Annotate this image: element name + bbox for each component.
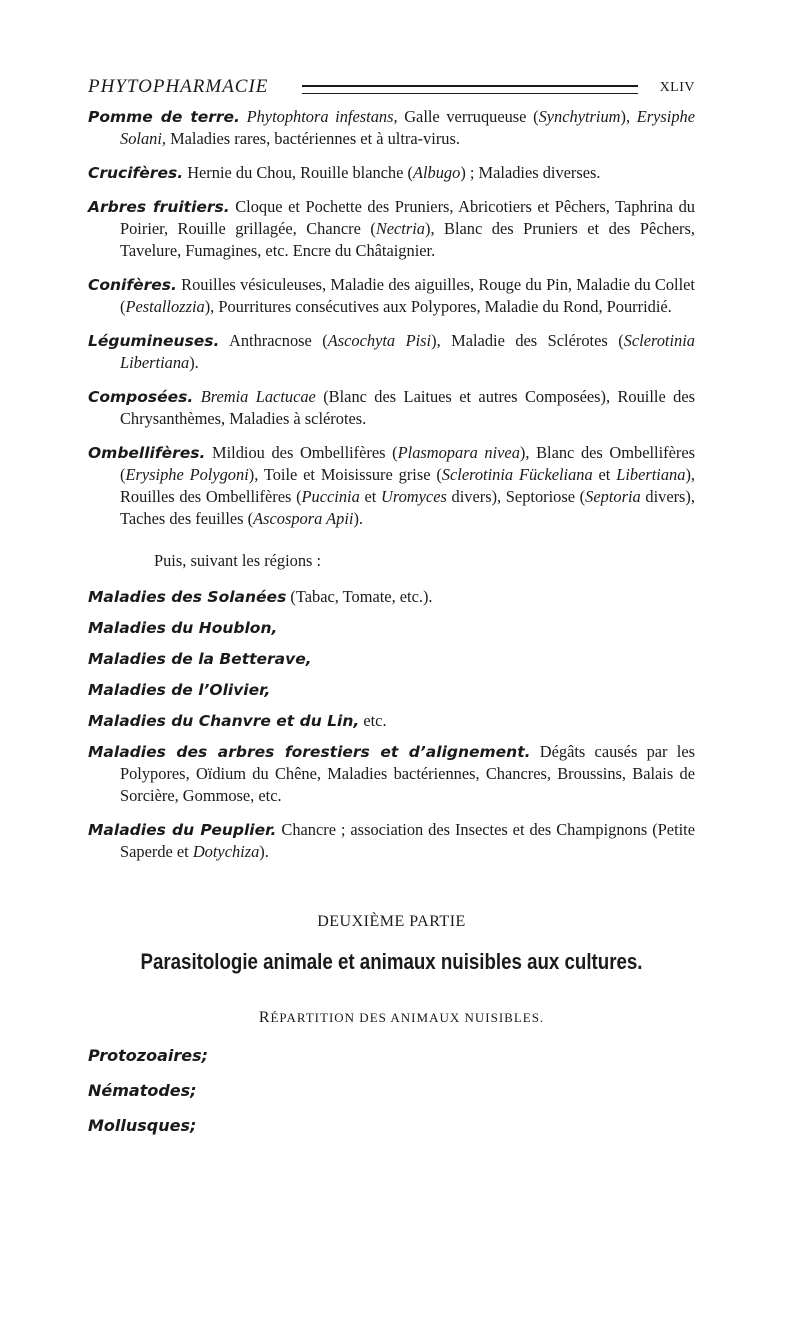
entry-text: ), Rouilles des Ombellifères (	[120, 465, 695, 506]
region-entry-heading: Maladies des Solanées	[88, 588, 287, 606]
entry-text: Chancre ; association des Insectes et des Champignons (Petite Saperde et	[120, 820, 696, 861]
running-head	[88, 70, 695, 106]
entry-text: ), Toile et Moisissure grise (	[248, 465, 442, 484]
entry-text: (Tabac, Tomate, etc.).	[286, 587, 433, 606]
entry-text: ) ; Maladies diverses.	[460, 163, 601, 182]
region-entry-heading: Maladies de l’Olivier,	[88, 681, 271, 699]
repartition-heading	[88, 1009, 695, 1027]
entry-text: ).	[353, 509, 363, 528]
disease-entry	[88, 196, 695, 262]
entry-text: et	[592, 465, 617, 484]
entry-text: Rouilles vésiculeuses, Maladie des aiguilles, Rouge du Pin, Maladie du Collet (	[120, 275, 695, 316]
disease-entry-heading: Arbres fruitiers.	[88, 198, 230, 216]
entry-text: etc.	[359, 711, 387, 730]
disease-entry	[88, 330, 695, 374]
page-number: XLIV	[659, 80, 695, 95]
taxon-name: Uromyces	[381, 487, 447, 506]
taxon-name: Dotychiza	[192, 842, 260, 861]
disease-entry-heading: Crucifères.	[88, 164, 184, 182]
region-entry-heading: Maladies de la Betterave,	[88, 650, 312, 668]
taxon-name: Ascochyta Pisi	[327, 331, 432, 350]
running-head-title: PHYTOPHARMACIE	[88, 76, 269, 97]
taxon-name: Synchytrium	[538, 107, 621, 126]
taxon-name: Libertiana	[616, 465, 686, 484]
entry-text: ), Pourritures consécutives aux Polypores, Maladie du Rond, Pourridié.	[204, 297, 672, 316]
entry-text: Hernie du Chou, Rouille blanche (	[183, 163, 413, 182]
animal-group-list	[88, 1045, 695, 1137]
region-entry	[88, 819, 695, 863]
entry-text: ), Blanc des Ombellifères (	[120, 443, 695, 484]
entry-text: ).	[189, 353, 199, 372]
taxon-name: Erysiphe Solani	[120, 107, 695, 148]
entry-text: et	[359, 487, 381, 506]
entry-text	[193, 387, 200, 406]
entry-text: Anthracnose (	[219, 331, 328, 350]
region-entry	[88, 741, 695, 807]
entry-text: ), Maladie des Sclérotes (	[431, 331, 624, 350]
region-entry-heading: Maladies du Chanvre et du Lin,	[88, 712, 360, 730]
disease-entry	[88, 106, 695, 150]
repartition-heading-initial: R	[258, 1009, 271, 1026]
taxon-name: Puccinia	[301, 487, 360, 506]
disease-entry-heading: Légumineuses.	[88, 332, 220, 350]
taxon-name: Ascospora Apii	[253, 509, 354, 528]
region-entry	[88, 586, 695, 608]
repartition-heading-rest: ÉPARTITION DES ANIMAUX NUISIBLES.	[270, 1010, 545, 1025]
animal-group-item: Nématodes;	[88, 1081, 197, 1100]
region-entry	[88, 617, 695, 639]
entry-text: Dégâts causés par les Polypores, Oïdium du Chêne, Maladies bactériennes, Chancres, Broussins, Balais de Sorcière, Gommose, etc.	[120, 742, 695, 805]
part-label: DEUXIÈME PARTIE	[317, 913, 466, 930]
taxon-name: Erysiphe Polygoni	[125, 465, 249, 484]
taxon-name: Albugo	[412, 163, 461, 182]
disease-entry-heading: Conifères.	[88, 276, 177, 294]
entry-text: ).	[259, 842, 269, 861]
part-title: Parasitologie animale et animaux nuisibles aux cultures.	[140, 949, 643, 974]
disease-entry	[88, 386, 695, 430]
page	[88, 70, 695, 1150]
taxon-name: Bremia Lactucae	[200, 387, 316, 406]
region-entry-heading: Maladies du Houblon,	[88, 619, 278, 637]
taxon-name: Nectria	[375, 219, 425, 238]
entry-text: Mildiou des Ombellifères (	[205, 443, 398, 462]
region-entry	[88, 679, 695, 701]
taxon-name: Phytophtora infestans	[246, 107, 394, 126]
disease-entry	[88, 162, 695, 184]
entry-text: , Maladies rares, bactériennes et à ultra-virus.	[161, 129, 460, 148]
region-entry-heading: Maladies du Peuplier.	[88, 821, 277, 839]
entry-text	[240, 107, 247, 126]
disease-entry-heading: Pomme de terre.	[88, 108, 240, 126]
taxon-name: Plasmopara nivea	[397, 443, 520, 462]
disease-entry	[88, 274, 695, 318]
running-head-rule	[302, 85, 638, 94]
region-entry-heading: Maladies des arbres forestiers et d’alignement.	[88, 743, 531, 761]
disease-entry	[88, 442, 695, 530]
entry-text: ), Blanc des Pruniers et des Pêchers, Tavelure, Fumagines, etc. Encre du Châtaignier.	[120, 219, 695, 260]
entry-text: Cloque et Pochette des Pruniers, Abricotiers et Pêchers, Taphrina du Poirier, Rouille grillagée, Chancre (	[120, 197, 695, 238]
taxon-name: Septoria	[585, 487, 641, 506]
entry-text: ),	[620, 107, 637, 126]
regions-intro: Puis, suivant les régions :	[154, 551, 322, 570]
entry-text: divers), Taches des feuilles (	[120, 487, 695, 528]
entry-text: (Blanc des Laitues et autres Composées), Rouille des Chrysanthèmes, Maladies à sclérotes.	[120, 387, 695, 428]
entry-text: divers), Septoriose (	[446, 487, 586, 506]
animal-group-item: Mollusques;	[88, 1116, 197, 1135]
disease-list	[88, 106, 695, 530]
disease-entry-heading: Composées.	[88, 388, 194, 406]
disease-entry-heading: Ombellifères.	[88, 444, 206, 462]
entry-text: , Galle verruqueuse (	[393, 107, 539, 126]
taxon-name: Pestallozzia	[125, 297, 205, 316]
animal-group-item: Protozoaires;	[88, 1046, 209, 1065]
taxon-name: Sclerotinia Fückeliana	[441, 465, 593, 484]
regional-disease-list	[88, 586, 695, 863]
taxon-name: Sclerotinia Libertiana	[120, 331, 695, 372]
region-entry	[88, 648, 695, 670]
region-entry	[88, 710, 695, 732]
